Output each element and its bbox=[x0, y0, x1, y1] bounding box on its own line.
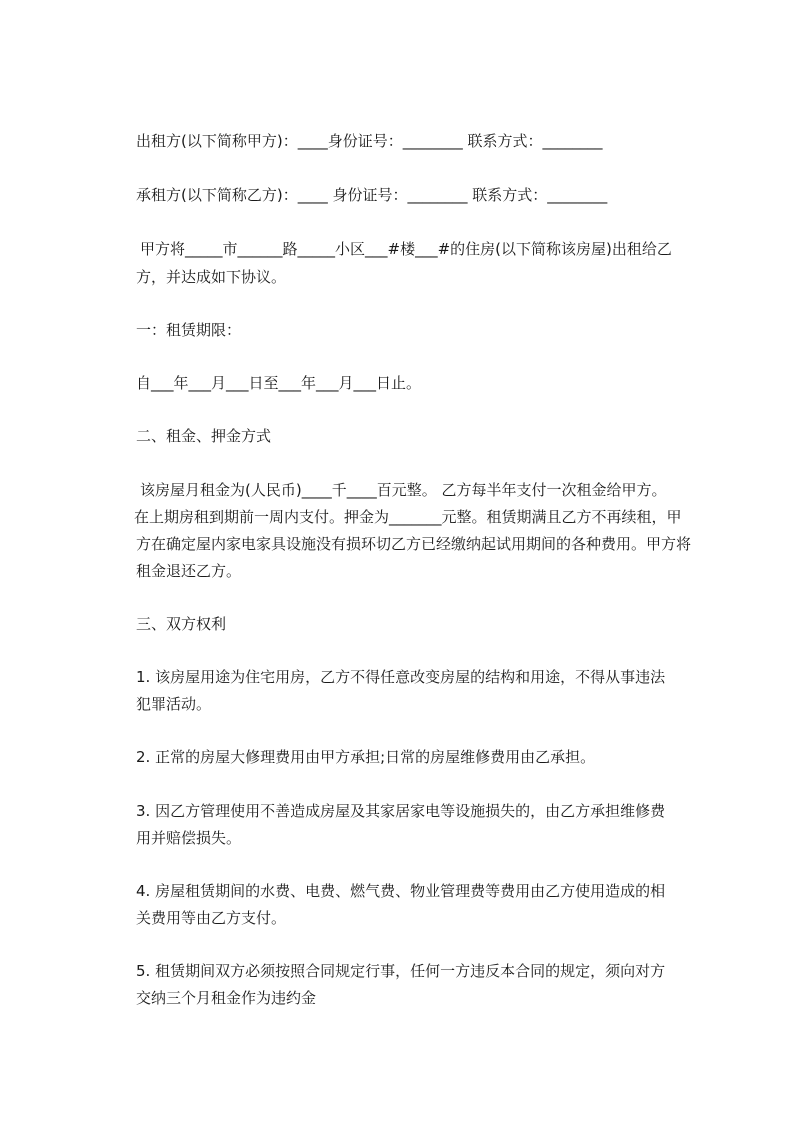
item4-line-2: 关费用等由乙方支付。 bbox=[136, 909, 287, 927]
lessor-line: 出租方(以下简称甲方)：____身份证号：________ 联系方式：________ bbox=[136, 132, 603, 150]
item5-line-1: 5. 租赁期间双方必须按照合同规定行事，任何一方违反本合同的规定，须向对方 bbox=[136, 962, 666, 980]
section2-line-3: 方在确定屋内家电家具设施没有损环切乙方已经缴纳起试用期间的各种费用。甲方将 bbox=[136, 535, 692, 553]
section2-line-4: 租金退还乙方。 bbox=[136, 562, 242, 580]
section2-line-1: 该房屋月租金为(人民币)____千____百元整。 乙方每半年支付一次租金给甲方。 bbox=[140, 481, 667, 499]
section2-line-2: 在上期房租到期前一周内支付。押金为_______元整。租赁期满且乙方不再续租，甲 bbox=[134, 508, 682, 526]
item1-line-2: 犯罪活动。 bbox=[136, 695, 212, 713]
item3-line-2: 用并赔偿损失。 bbox=[136, 829, 242, 847]
item5-line-2: 交纳三个月租金作为违约金 bbox=[136, 989, 317, 1007]
item2-line-1: 2. 正常的房屋大修理费用由甲方承担;日常的房屋维修费用由乙承担。 bbox=[136, 748, 596, 766]
item4-line-1: 4. 房屋租赁期间的水费、电费、燃气费、物业管理费等费用由乙方使用造成的相 bbox=[136, 882, 666, 900]
section2-heading: 二、租金、押金方式 bbox=[136, 427, 272, 445]
section1-heading: 一：租赁期限： bbox=[136, 321, 242, 339]
intro-line-2: 方，并达成如下协议。 bbox=[136, 268, 287, 286]
item3-line-1: 3. 因乙方管理使用不善造成房屋及其家居家电等设施损失的，由乙方承担维修费 bbox=[136, 802, 666, 820]
intro-line-1: 甲方将_____市______路_____小区___#楼___#的住房(以下简称该房屋)出租给乙 bbox=[140, 240, 672, 258]
section1-term: 自___年___月___日至___年___月___日止。 bbox=[136, 374, 422, 392]
section3-heading: 三、双方权利 bbox=[136, 615, 227, 633]
lessee-line: 承租方(以下简称乙方)：____ 身份证号：________ 联系方式：________ bbox=[136, 186, 608, 204]
item1-line-1: 1. 该房屋用途为住宅用房，乙方不得任意改变房屋的结构和用途，不得从事违法 bbox=[136, 668, 666, 686]
